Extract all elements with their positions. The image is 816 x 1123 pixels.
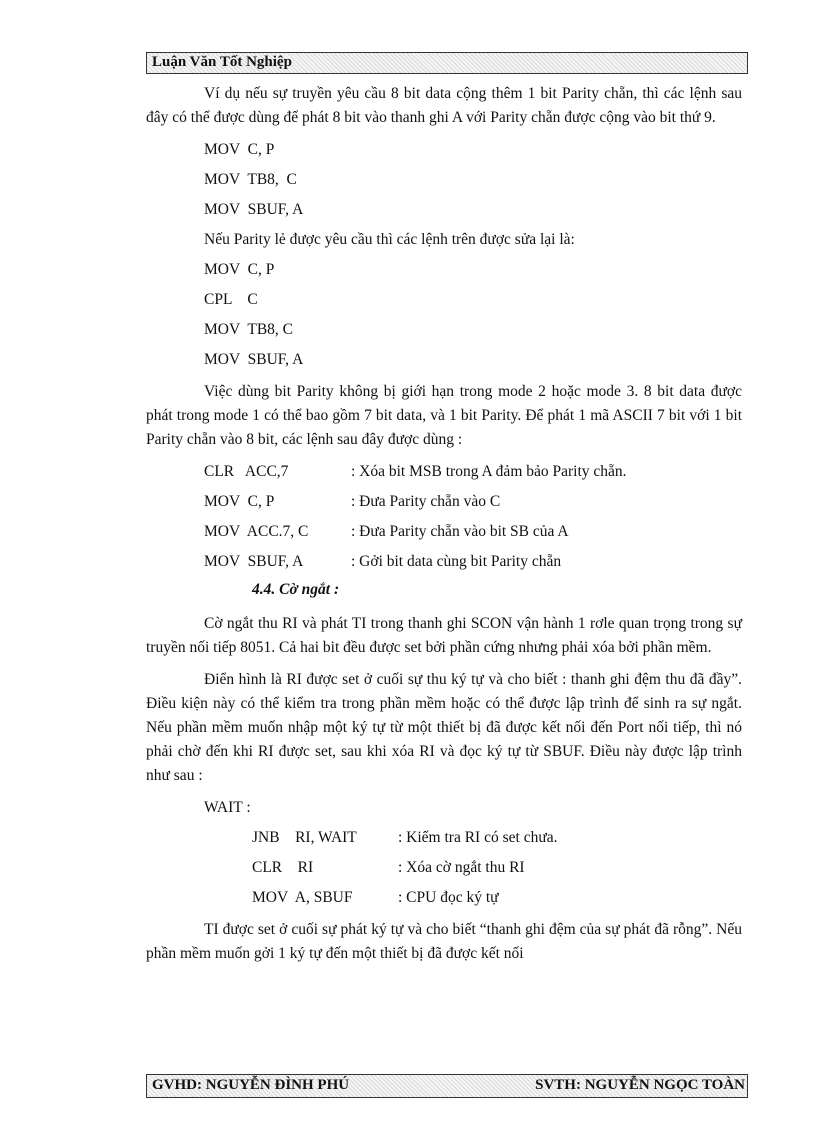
paragraph-4: Cờ ngắt thu RI và phát TI trong thanh ghi SCON vận hành 1 rơle quan trọng trong sự truyền nối tiếp 8051. Cả hai bit đều được set bởi phần cứng nhưng phải xóa bởi phần mềm. — [146, 615, 742, 656]
code-row — [204, 460, 742, 484]
code-line: CPL C — [204, 291, 258, 308]
code-row — [252, 886, 742, 910]
paragraph-1: Ví dụ nếu sự truyền yêu cầu 8 bit data cộng thêm 1 bit Parity chẵn, thì các lệnh sau đây có thể được dùng để phát 8 bit vào thanh ghi A với Parity chẵn được cộng vào bit thứ 9. — [146, 85, 742, 126]
code-instr: JNB RI, WAIT — [252, 829, 357, 846]
page-footer — [146, 1074, 748, 1098]
code-row — [204, 490, 742, 514]
code-instr: CLR ACC,7 — [204, 463, 289, 480]
code-line: MOV C, P — [204, 141, 275, 158]
code-comment: : Gởi bit data cùng bit Parity chẵn — [351, 553, 562, 570]
code-instr: CLR RI — [252, 859, 314, 876]
code-comment: : Xóa cờ ngắt thu RI — [398, 859, 525, 876]
code-label: WAIT : — [204, 799, 251, 816]
paragraph-3: Việc dùng bit Parity không bị giới hạn trong mode 2 hoặc mode 3. 8 bit data được phát trong mode 1 có thể bao gồm 7 bit data, và 1 bit Parity. Để phát 1 mã ASCII 7 bit với 1 bit Parity chẵn vào 8 bit, các lệnh sau đây được dùng : — [146, 383, 742, 448]
code-comment: : Kiểm tra RI có set chưa. — [398, 829, 558, 846]
code-comment: : Đưa Parity chẵn vào bit SB của A — [351, 523, 569, 540]
code-row — [204, 550, 742, 574]
code-row — [204, 520, 742, 544]
code-line: MOV C, P — [204, 261, 275, 278]
code-line: MOV TB8, C — [204, 321, 294, 338]
code-instr: MOV C, P — [204, 493, 275, 510]
code-row — [252, 826, 742, 850]
code-line: MOV SBUF, A — [204, 351, 304, 368]
code-line: MOV TB8, C — [204, 171, 297, 188]
code-comment: : Xóa bit MSB trong A đảm bảo Parity chẵn. — [351, 463, 627, 480]
header-title: Luận Văn Tốt Nghiệp — [152, 54, 292, 70]
paragraph-5: Điển hình là RI được set ở cuối sự thu ký tự và cho biết : thanh ghi đệm thu đã đầy”. Điều kiện này có thể kiểm tra trong phần mềm hoặc có thể được lập trình để sinh ra sự ngắt. Nếu phần mềm muốn nhập một ký tự từ một thiết bị đã được kết nối đến Port nối tiếp, thì nó phải chờ đến khi RI được set, sau khi xóa RI và đọc ký tự từ SBUF. Điều này được lập trình như sau : — [146, 671, 742, 784]
code-comment: : CPU đọc ký tự — [398, 889, 499, 906]
code-instr: MOV A, SBUF — [252, 889, 353, 906]
page-header — [146, 52, 748, 74]
footer-advisor: GVHD: NGUYỄN ĐÌNH PHÚ — [152, 1077, 350, 1093]
section-heading: 4.4. Cờ ngắt : — [252, 581, 340, 598]
document-body — [146, 82, 742, 974]
code-instr: MOV SBUF, A — [204, 553, 304, 570]
paragraph-2: Nếu Parity lẻ được yêu cầu thì các lệnh trên được sửa lại là: — [204, 231, 575, 248]
code-comment: : Đưa Parity chẵn vào C — [351, 493, 501, 510]
code-row — [252, 856, 742, 880]
footer-student: SVTH: NGUYỄN NGỌC TOÀN — [535, 1077, 745, 1093]
paragraph-6: TI được set ở cuối sự phát ký tự và cho biết “thanh ghi đệm của sự phát đã rỗng”. Nếu phần mềm muốn gởi 1 ký tự đến một thiết bị đã được kết nối — [146, 921, 742, 962]
code-instr: MOV ACC.7, C — [204, 523, 309, 540]
code-line: MOV SBUF, A — [204, 201, 304, 218]
